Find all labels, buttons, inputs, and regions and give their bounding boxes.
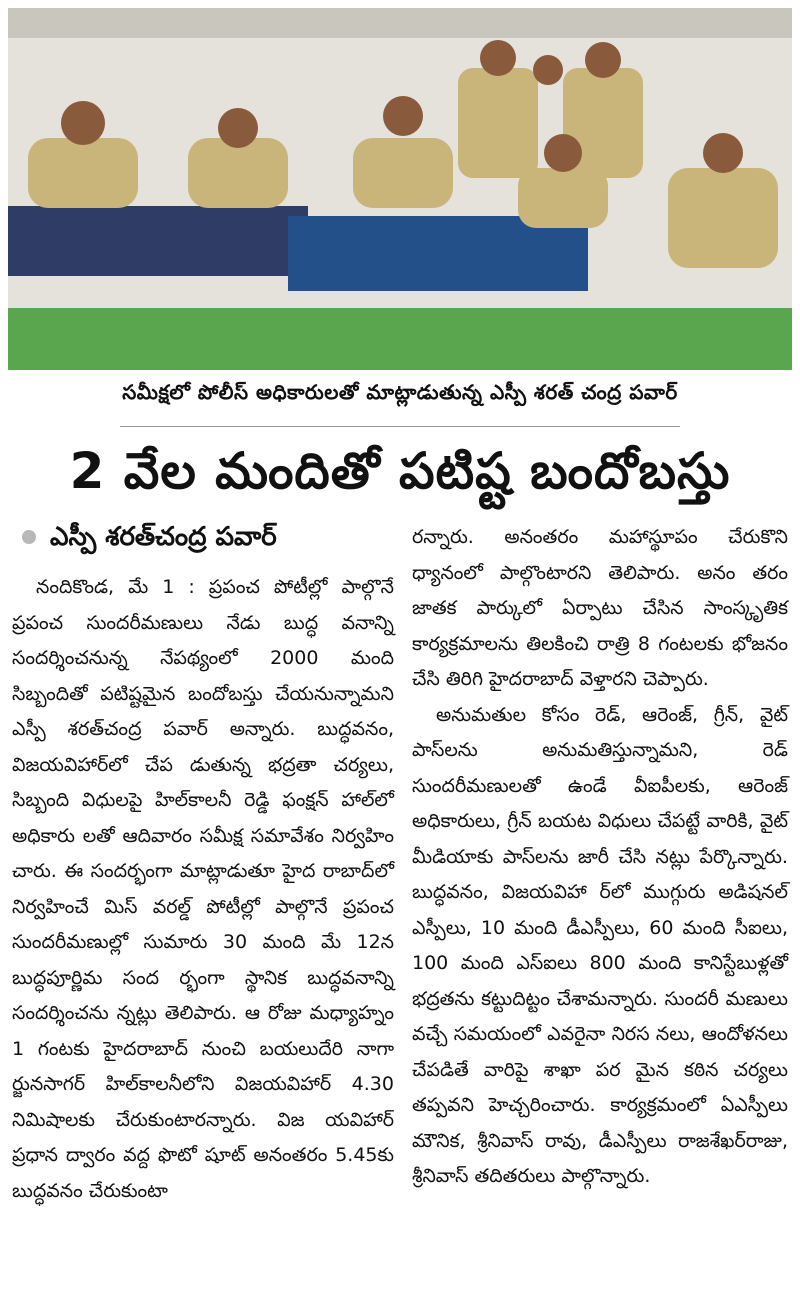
photo-illustration — [8, 8, 792, 370]
right-paragraph-1: రన్నారు. అనంతరం మహాస్థూపం చేరుకొని ధ్యానంలో పాల్గొంటారని తెలిపారు. అనం తరం జాతక పార్కులో ఏర్పాటు చేసిన సాంస్కృతిక కార్యక్రమాలను తిలకించి రాత్రి 8 గంటలకు భోజనం చేసి తిరిగి హైదరాబాద్ వెళ్తారని చెప్పారు. — [412, 526, 788, 690]
subheading — [12, 518, 394, 556]
subheading-text: ఎస్పీ శరత్‌చంద్ర పవార్ — [50, 522, 277, 552]
divider — [120, 426, 680, 427]
article-left-column — [12, 518, 394, 1209]
photo-caption: సమీక్షలో పోలీస్ అధికారులతో మాట్లాడుతున్న ఎస్పీ శరత్ చంద్ర పవార్ — [122, 380, 678, 404]
right-paragraph-2: అనుమతుల కోసం రెడ్, ఆరెంజ్, గ్రీన్, వైట్ పాస్‌లను అనుమతిస్తున్నామని, రెడ్ సుందరీమణులతో ఉండే వీఐపీలకు, ఆరెంజ్ అధికారులు, గ్రీన్ బయట విధులు చేపట్టే వారికి, వైట్ మీడియాకు పాస్‌లను జారీ చేసి నట్లు పేర్కొన్నారు. బుద్ధవనం, విజయవిహా ర్‌లో ముగ్గురు అడిషనల్ ఎస్పీలు, 10 మంది డీఎస్పీలు, 60 మంది సీఐలు, 100 మంది ఎస్ఐలు 800 మంది కానిస్టేబుళ్లతో భద్రతను కట్టుదిట్టం చేశామన్నారు. సుందరీ మణులు వచ్చే సమయంలో ఎవరైనా నిరస నలు, ఆందోళనలు చేపడితే వారిపై శాఖా పర మైన కఠిన చర్యలు తప్పవని హెచ్చరించారు. కార్యక్రమంలో ఏఎస్పీలు మౌనిక, శ్రీనివాస్ రావు, డీఎస్పీలు రాజశేఖర్‌రాజు, శ్రీనివాస్ తదితరులు పాల్గొన్నారు. — [412, 703, 788, 1187]
news-photo — [8, 8, 792, 370]
article-right-column — [412, 520, 788, 1195]
headline: 2 వేల మందితో పటిష్ట బందోబస్తు — [69, 442, 731, 500]
left-paragraph: నందికొండ, మే 1 : ప్రపంచ పోటీల్లో పాల్గొనే ప్రపంచ సుందరీమణులు నేడు బుద్ధ వనాన్ని సందర్శించనున్న నేపథ్యంలో 2000 మంది సిబ్బందితో పటిష్టమైన బందోబస్తు చేయనున్నామని ఎస్పీ శరత్‌చంద్ర పవార్ అన్నారు. బుద్ధవనం, విజయవిహార్‌లో చేప డుతున్న భద్రతా చర్యలు, సిబ్బంది విధులపై హిల్‌కాలనీ రెడ్డి ఫంక్షన్ హాల్‌లో అధికారు లతో ఆదివారం సమీక్ష సమావేశం నిర్వహిం చారు. ఈ సందర్భంగా మాట్లాడుతూ హైద రాబాద్‌లో నిర్వహించే మిస్ వరల్డ్ పోటీల్లో పాల్గొనే ప్రపంచ సుందరీమణుల్లో సుమారు 30 మంది మే 12న బుద్ధపూర్ణిమ సంద ర్భంగా స్థానిక బుద్ధవనాన్ని సందర్శించను న్నట్లు తెలిపారు. ఆ రోజు మధ్యాహ్నం 1 గంటకు హైదరాబాద్ నుంచి బయలుదేరి నాగా ర్జునసాగర్ హిల్‌కాలనీలోని విజయవిహార్ 4.30 నిమిషాలకు చేరుకుంటారన్నారు. విజ యవిహార్ ప్రధాన ద్వారం వద్ద ఫొటో షూట్ అనంతరం 5.45కు బుద్ధవనం చేరుకుంటా — [12, 576, 394, 1202]
bullet-icon — [22, 530, 36, 544]
